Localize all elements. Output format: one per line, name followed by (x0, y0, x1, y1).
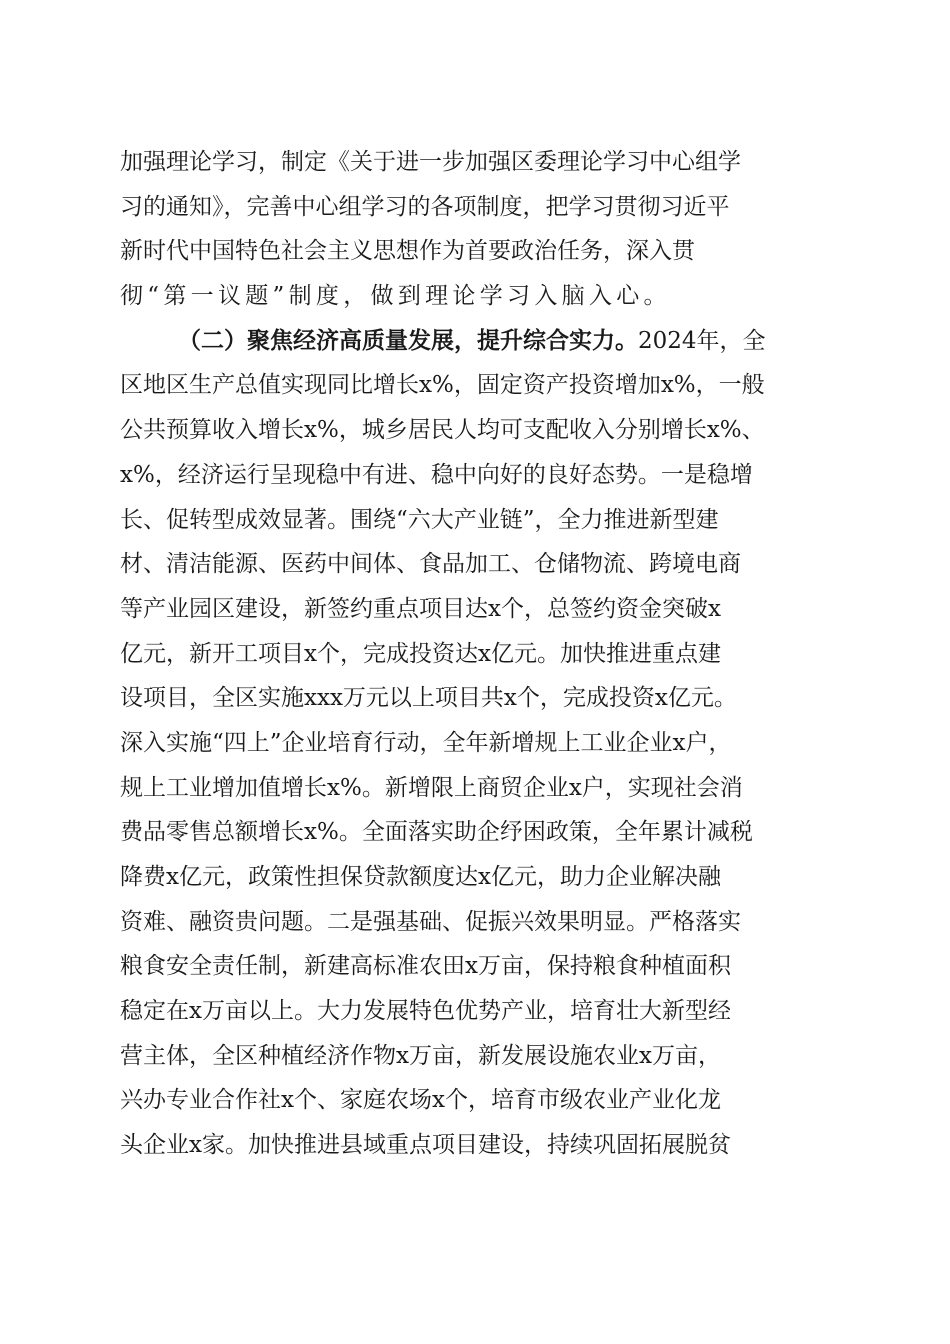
text-line: 稳定在x万亩以上。大力发展特色优势产业，培育壮大新型经 (120, 998, 731, 1025)
text-line: 兴办专业合作社x个、家庭农场x个，培育市级农业产业化龙 (120, 1087, 721, 1114)
section-heading: （二）聚焦经济高质量发展，提升综合实力。 (178, 326, 638, 354)
text-line: 头企业x家。加快推进县域重点项目建设，持续巩固拓展脱贫 (120, 1132, 731, 1159)
text-line: 营主体，全区种植经济作物x万亩，新发展设施农业x万亩， (120, 1042, 721, 1069)
text-line: 公共预算收入增长x%，城乡居民人均可支配收入分别增长x%、 (120, 417, 765, 444)
text-line: 彻“第一议题”制度，做到理论学习入脑入心。 (120, 283, 671, 310)
text-line: 加强理论学习，制定《关于进一步加强区委理论学习中心组学 (120, 149, 741, 175)
text-line: 区地区生产总值实现同比增长x%，固定资产投资增加x%，一般 (120, 372, 765, 399)
text-line: 设项目，全区实施xxx万元以上项目共x个，完成投资x亿元。 (120, 685, 737, 712)
text-line: x%，经济运行呈现稳中有进、稳中向好的良好态势。一是稳增 (120, 461, 753, 488)
section-heading-line (120, 319, 826, 364)
body-text (120, 140, 826, 1168)
text-span: 2024年，全 (638, 327, 766, 354)
text-line: 粮食安全责任制，新建高标准农田x万亩，保持粮食种植面积 (120, 953, 731, 980)
text-line: 深入实施“四上”企业培育行动，全年新增规上工业企业x户， (120, 729, 732, 756)
text-line: 材、清洁能源、医药中间体、食品加工、仓储物流、跨境电商 (120, 551, 741, 578)
text-line: 习的通知》，完善中心组学习的各项制度，把学习贯彻习近平 (120, 193, 730, 220)
text-line: 费品零售总额增长x%。全面落实助企纾困政策，全年累计减税 (120, 819, 753, 846)
text-line: 降费x亿元，政策性担保贷款额度达x亿元，助力企业解决融 (120, 864, 721, 890)
text-line: 资难、融资贵问题。二是强基础、促振兴效果明显。严格落实 (120, 908, 741, 935)
paragraph-economic-development (120, 319, 826, 1168)
text-line: 亿元，新开工项目x个，完成投资达x亿元。加快推进重点建 (120, 640, 721, 667)
paragraph-theory-study (120, 140, 826, 319)
text-line: 规上工业增加值增长x%。新增限上商贸企业x户，实现社会消 (120, 774, 743, 801)
text-line: 等产业园区建设，新签约重点项目达x个，总签约资金突破x (120, 595, 721, 622)
text-line: 长、促转型成效显著。围绕“六大产业链”，全力推进新型建 (120, 506, 719, 533)
text-line: 新时代中国特色社会主义思想作为首要政治任务，深入贯 (120, 238, 695, 265)
